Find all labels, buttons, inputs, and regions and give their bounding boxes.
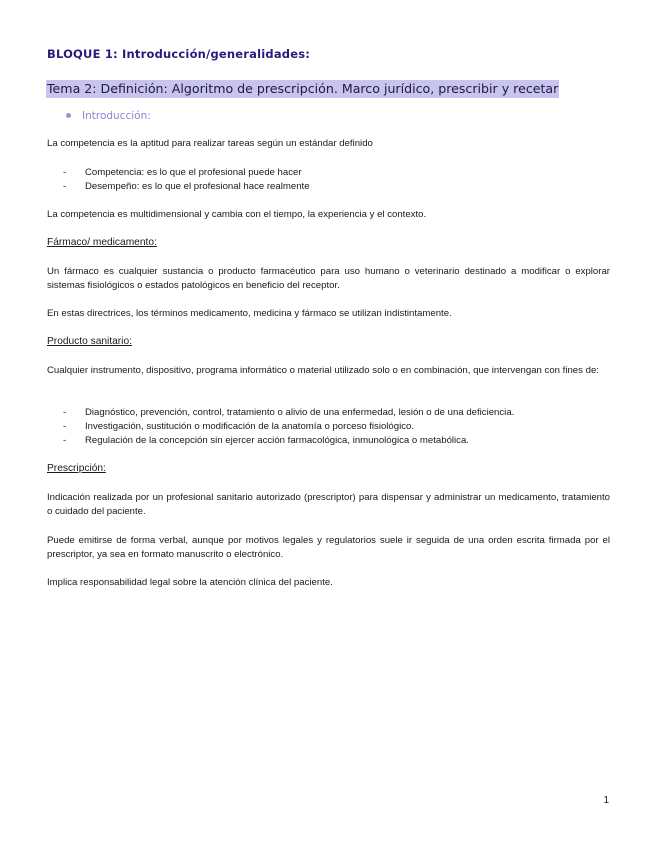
competencia-multidimensional: La competencia es multidimensional y cambia con el tiempo, la experiencia y el contexto. [47,209,427,220]
list-item [63,434,613,448]
list-item [63,420,613,434]
list-item-text: Desempeño: es lo que el profesional hace realmente [85,181,310,192]
list-item-text: Investigación, sustitución o modificación de la anatomía o porceso fisiológico. [85,421,415,432]
farmaco-note: En estas directrices, los términos medicamento, medicina y fármaco se utilizan indistintamente. [47,308,452,319]
dash-icon: - [63,181,67,192]
prescripcion-legal: Implica responsabilidad legal sobre la atención clínica del paciente. [47,577,333,588]
list-item-text: Diagnóstico, prevención, control, tratamiento o alivio de una enfermedad, lesión o de una deficiencia. [85,407,515,418]
list-item [63,166,613,180]
prescripcion-heading: Prescripción: [47,463,106,474]
producto-definition: Cualquier instrumento, dispositivo, programa informático o material utilizado solo o en combinación, que intervengan con fines de: [47,365,599,376]
farmaco-definition: Un fármaco es cualquier sustancia o producto farmacéutico para uso humano o veterinario destinado a modificar o explorar sistemas fisiológicos o estados patológicos en beneficio del receptor. [47,266,610,291]
intro-label: Introducción: [82,110,151,122]
farmaco-heading: Fármaco/ medicamento: [47,237,157,248]
producto-heading: Producto sanitario: [47,336,132,347]
list-item [63,180,613,194]
list-item [63,406,613,420]
competencia-list [63,166,613,194]
dash-icon: - [63,407,67,418]
block-title: BLOQUE 1: Introducción/generalidades: [47,47,311,61]
producto-list [63,406,613,448]
intro-bullet [66,110,151,122]
dash-icon: - [63,167,67,178]
dash-icon: - [63,421,67,432]
prescripcion-definition: Indicación realizada por un profesional sanitario autorizado (prescriptor) para dispensar y administrar un medicamento, tratamiento o cuidado del paciente. [47,492,610,517]
tema-title: Tema 2: Definición: Algoritmo de prescripción. Marco jurídico, prescribir y recetar [47,81,559,96]
list-item-text: Competencia: es lo que el profesional puede hacer [85,167,302,178]
bullet-dot-icon [66,113,71,118]
list-item-text: Regulación de la concepción sin ejercer acción farmacológica, inmunológica o metabólica. [85,435,469,446]
dash-icon: - [63,435,67,446]
competencia-definition: La competencia es la aptitud para realizar tareas según un estándar definido [47,138,373,149]
prescripcion-verbal: Puede emitirse de forma verbal, aunque por motivos legales y regulatorios suele ir seguida de una orden escrita firmada por el prescriptor, ya sea en formato manuscrito o electrónico. [47,535,610,560]
page-number: 1 [603,795,609,806]
